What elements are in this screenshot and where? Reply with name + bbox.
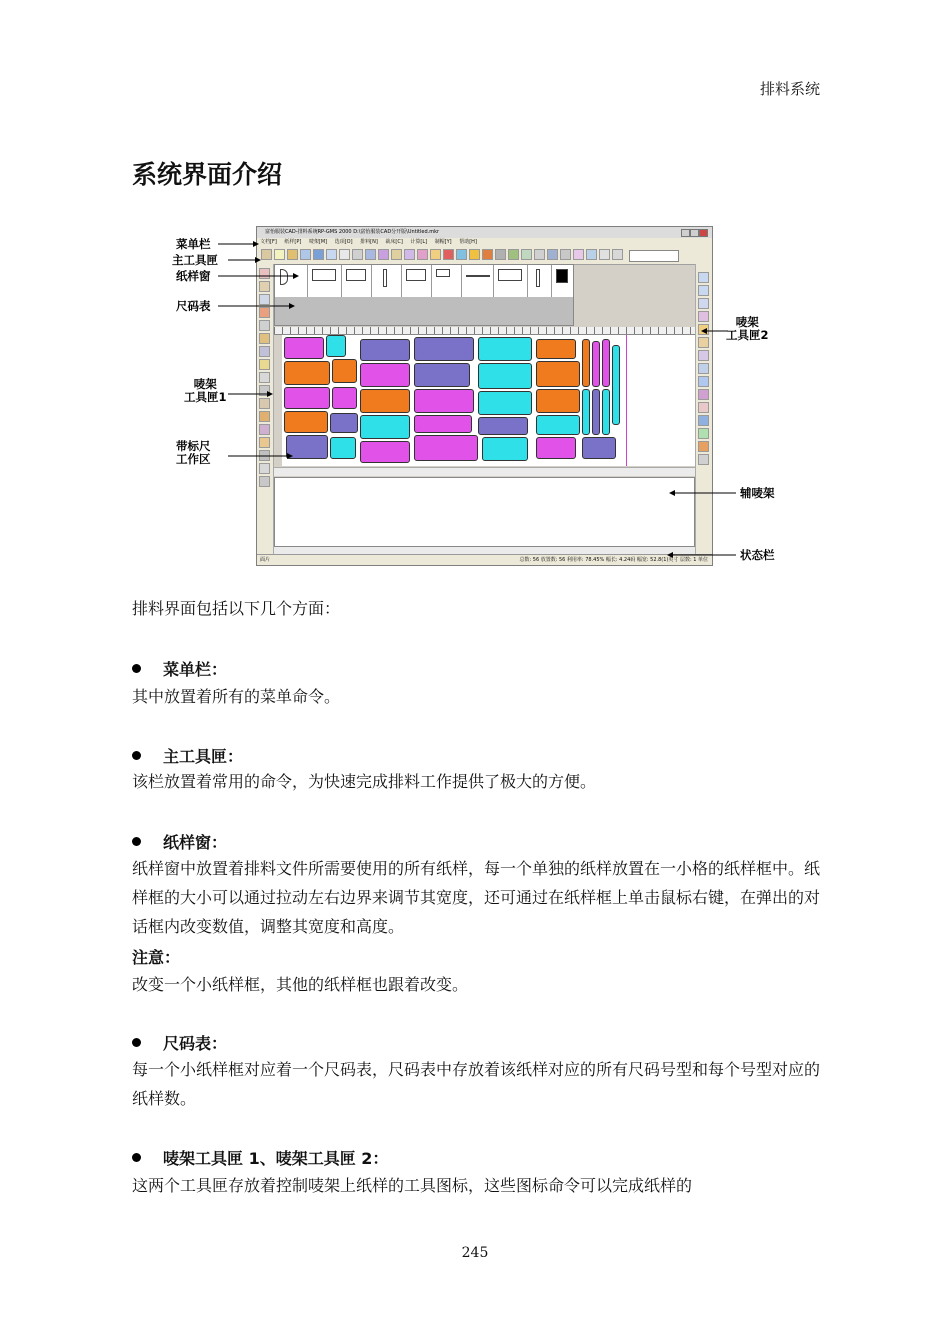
note-text: 改变一个小纸样框，其他的纸样框也跟着改变。 [132, 975, 469, 994]
item-heading: 菜单栏： [132, 657, 227, 680]
menu-item[interactable]: 排料[N] [360, 239, 378, 245]
menu-item[interactable]: 裁床[C] [385, 239, 403, 245]
menu-item[interactable]: 纸样[P] [284, 239, 302, 245]
intro-text: 排料界面包括以下几个方面： [132, 599, 341, 618]
label-piece-window: 纸样窗 [176, 269, 211, 283]
bullet-icon [132, 664, 141, 673]
item-text: 纸样窗中放置着排料文件所需要使用的所有纸样，每一个单独的纸样放置在一小格的纸样框中。纸样框的大小可以通过拉动左右边界来调节其宽度，还可通过在纸样框上单击鼠标右键，在弹出的对话框内改变数值，调整其宽度和高度。 [132, 859, 821, 936]
status-text: 面片 [260, 557, 271, 563]
item-text: 该栏放置着常用的命令，为快速完成排料工作提供了极大的方便。 [132, 772, 597, 791]
label-size-table: 尺码表 [176, 299, 211, 313]
page-number: 245 [461, 1245, 489, 1261]
menu-item[interactable]: 制帽[Y] [434, 239, 452, 245]
item-heading: 主工具匣： [132, 744, 243, 767]
label-ruled-workarea: 带标尺 工作区 [176, 439, 211, 466]
menu-item[interactable]: 选项[O] [334, 239, 353, 245]
item-text: 这两个工具匣存放着控制唛架上纸样的工具图标，这些图标命令可以完成纸样的 [132, 1176, 693, 1195]
bullet-icon [132, 751, 141, 760]
interface-figure [172, 222, 792, 568]
label-statusbar: 状态栏 [740, 548, 775, 562]
menu-item[interactable]: 唛架[M] [308, 239, 328, 245]
label-aux-marker: 辅唛架 [740, 486, 775, 500]
annotation-arrows [172, 222, 792, 568]
note-label: 注意： [132, 948, 181, 967]
item-heading: 纸样窗： [132, 830, 227, 853]
page-header: 排料系统 [759, 80, 820, 98]
label-main-toolbox: 主工具匣 [172, 253, 218, 267]
section-title: 系统界面介绍 [132, 160, 283, 189]
bullet-icon [132, 837, 141, 846]
menu-item[interactable]: 帮助[H] [459, 239, 477, 245]
item-text: 每一个小纸样框对应着一个尺码表，尺码表中存放着该纸样对应的所有尺码号型和每个号型对应的纸样数。 [132, 1060, 821, 1108]
menu-item[interactable]: 文档[F] [260, 239, 277, 245]
item-heading: 尺码表： [132, 1031, 227, 1054]
bullet-icon [132, 1153, 141, 1162]
window-title: 富怡服装CAD-排料系统RP-GMS 2000 D:\富怡服装CAD分开版\Untitled.mkr [265, 229, 440, 235]
bullet-icon [132, 1038, 141, 1047]
status-info: 总数: 56 放置数: 56 利用率: 78.45% 幅长: 4.24码 幅宽: 52.8(1)英寸 层数: 1 单位 [519, 557, 708, 563]
label-marker-toolbox-1: 唛架 工具匣1 [184, 377, 227, 404]
item-heading: 唛架工具匣 1、唛架工具匣 2： [132, 1146, 388, 1169]
item-text: 其中放置着所有的菜单命令。 [132, 687, 341, 706]
label-marker-toolbox-2: 唛架 工具匣2 [726, 315, 769, 342]
label-menubar: 菜单栏 [176, 237, 211, 251]
menu-item[interactable]: 计算[L] [410, 239, 428, 245]
